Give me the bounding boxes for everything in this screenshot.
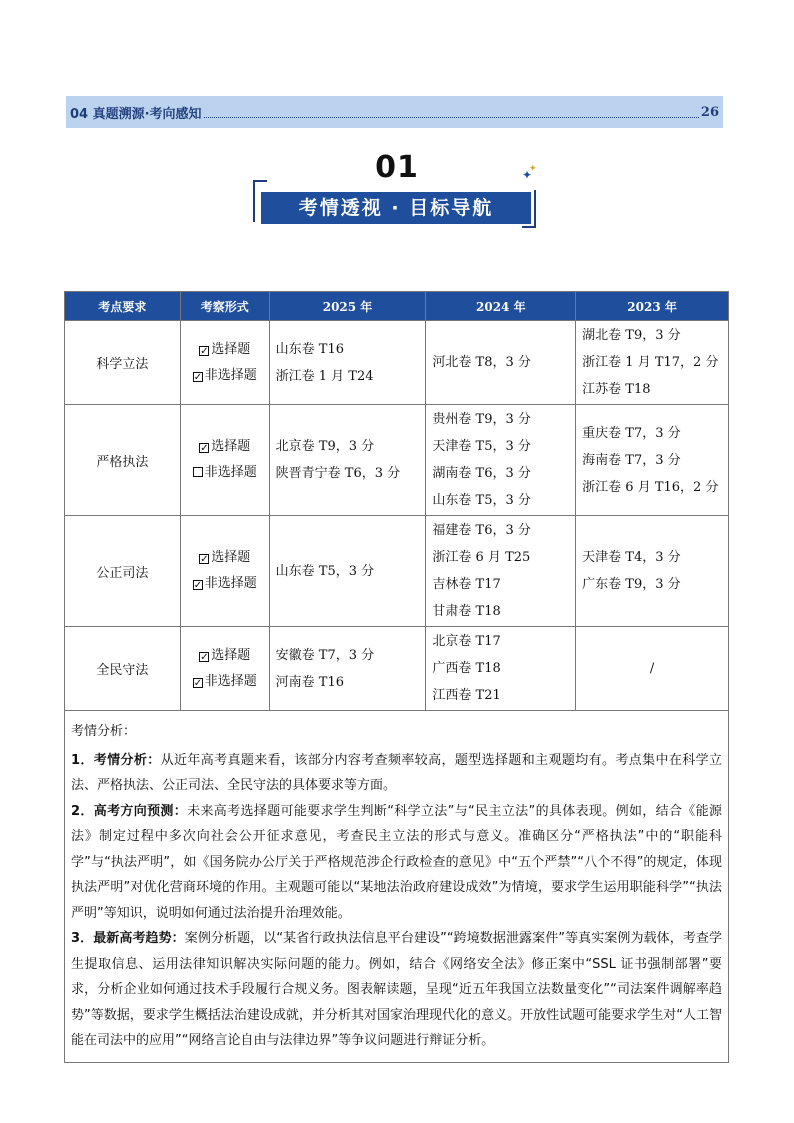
exam-entry: 河北卷 T8，3 分 bbox=[432, 355, 531, 370]
checkbox-checked-icon: ✓ bbox=[193, 677, 203, 689]
exam-entry: 天津卷 T4，3 分 bbox=[582, 550, 681, 565]
checkbox-checked-icon: ✓ bbox=[193, 371, 203, 383]
toc-leader-dots bbox=[204, 117, 699, 118]
exam-entry: 山东卷 T5，3 分 bbox=[275, 563, 375, 579]
analysis-item-text: 从近年高考真题来看，该部分内容考查频率较高，题型选择题和主观题均有。考点集中在科学立法、严格执法、公正司法、全民守法的具体要求等方面。 bbox=[71, 752, 722, 793]
header-form: 考察形式 bbox=[180, 292, 269, 321]
year-cell-2025 bbox=[269, 516, 426, 627]
exam-entry: 海南卷 T7，3 分 bbox=[582, 452, 681, 468]
toc-title: 04 真题溯源·考向感知 bbox=[70, 106, 202, 122]
exam-entry: 广东卷 T9，3 分 bbox=[582, 577, 681, 592]
checkbox-empty-icon bbox=[193, 467, 203, 477]
exam-entry: 广西卷 T18 bbox=[432, 661, 501, 676]
form-label: 选择题 bbox=[211, 550, 251, 565]
exam-entry: 浙江卷 1 月 T17，2 分 bbox=[582, 355, 719, 370]
analysis-row bbox=[65, 711, 729, 1063]
toc-page-number: 26 bbox=[700, 104, 719, 120]
exam-entry: 福建卷 T6，3 分 bbox=[432, 523, 531, 538]
form-cell bbox=[180, 405, 269, 516]
form-option bbox=[182, 460, 268, 486]
exam-entry: 甘肃卷 T18 bbox=[432, 604, 501, 619]
year-cell-2025 bbox=[269, 321, 426, 405]
checkbox-checked-icon: ✓ bbox=[200, 443, 209, 454]
header-2025: 2025 年 bbox=[269, 292, 426, 321]
year-cell-2024 bbox=[426, 627, 576, 711]
exam-entry: 浙江卷 6 月 T25 bbox=[432, 550, 531, 565]
exam-entry: 安徽卷 T7，3 分 bbox=[275, 647, 375, 663]
analysis-item bbox=[71, 748, 722, 799]
topic-cell: 严格执法 bbox=[65, 405, 181, 516]
form-option bbox=[182, 337, 268, 363]
exam-entry: 湖南卷 T6，3 分 bbox=[432, 466, 531, 481]
exam-entry: 山东卷 T5，3 分 bbox=[432, 493, 531, 508]
analysis-item-lead: 2．高考方向预测： bbox=[71, 803, 188, 819]
topic-cell: 全民守法 bbox=[65, 627, 181, 711]
topic-cell: 公正司法 bbox=[65, 516, 181, 627]
exam-entry: 江苏卷 T18 bbox=[582, 382, 651, 397]
analysis-heading: 考情分析： bbox=[71, 724, 137, 739]
sparkle-small-icon: ✦ bbox=[529, 164, 537, 174]
exam-entry: 河南卷 T16 bbox=[275, 674, 344, 690]
form-option bbox=[182, 669, 268, 695]
table-row bbox=[65, 627, 729, 711]
form-cell bbox=[180, 627, 269, 711]
year-cell-2023 bbox=[576, 321, 729, 405]
section-number: 01 bbox=[375, 150, 419, 185]
analysis-item-lead: 1．考情分析： bbox=[71, 752, 161, 768]
analysis-item-text: 未来高考选择题可能要求学生判断“科学立法”与“民主立法”的具体表现。例如，结合《能源法》制定过程中多次向社会公开征求意见，考查民主立法的形式与意义。准确区分“严格执法”中的“职能科学”与“执法严明”，如《国务院办公厅关于严格规范涉企行政检查的意见》中“五个严禁”“八个不得”的规定，体现执法严明”对优化营商环境的作用。主观题可能以“某地法治政府建设成效”为情境，要求学生运用职能科学”“执法严明”等知识，说明如何通过法治提升治理效能。 bbox=[71, 803, 722, 921]
exam-entry: 吉林卷 T17 bbox=[432, 577, 501, 592]
exam-entry: 北京卷 T17 bbox=[432, 634, 501, 649]
exam-entry: 天津卷 T5，3 分 bbox=[432, 439, 531, 454]
form-label: 非选择题 bbox=[204, 465, 257, 480]
checkbox-checked-icon: ✓ bbox=[200, 651, 209, 663]
form-label: 选择题 bbox=[211, 647, 251, 663]
form-option bbox=[182, 434, 268, 460]
analysis-item-lead: 3．最新高考趋势： bbox=[71, 931, 185, 946]
exam-entry: 山东卷 T16 bbox=[275, 341, 344, 357]
year-cell-2023 bbox=[576, 627, 729, 711]
exam-entry: 北京卷 T9，3 分 bbox=[275, 439, 375, 454]
table-row bbox=[65, 516, 729, 627]
form-label: 非选择题 bbox=[204, 576, 257, 591]
exam-table bbox=[64, 291, 729, 1063]
exam-entry: 浙江卷 6 月 T16，2 分 bbox=[582, 479, 719, 495]
analysis-item bbox=[71, 926, 722, 1054]
exam-entry: 陕晋青宁卷 T6，3 分 bbox=[275, 466, 401, 481]
checkbox-checked-icon: ✓ bbox=[200, 345, 209, 357]
form-label: 选择题 bbox=[211, 439, 251, 454]
year-cell-2024 bbox=[426, 321, 576, 405]
analysis-cell bbox=[65, 711, 729, 1063]
year-cell-2023 bbox=[576, 405, 729, 516]
analysis-item bbox=[71, 799, 722, 927]
year-cell-2024 bbox=[426, 516, 576, 627]
section-banner: 考情透视 · 目标导航 bbox=[261, 192, 531, 224]
exam-entry: / bbox=[649, 661, 655, 676]
exam-entry: 浙江卷 1 月 T24 bbox=[275, 368, 374, 384]
table-row bbox=[65, 405, 729, 516]
year-cell-2025 bbox=[269, 405, 426, 516]
year-cell-2024 bbox=[426, 405, 576, 516]
form-label: 非选择题 bbox=[204, 673, 257, 689]
checkbox-checked-icon: ✓ bbox=[193, 580, 203, 591]
table-header-row bbox=[65, 292, 729, 321]
sparkle-icon: ✦ bbox=[522, 168, 533, 182]
exam-entry: 湖北卷 T9，3 分 bbox=[582, 328, 681, 343]
form-label: 非选择题 bbox=[204, 367, 257, 383]
topic-cell: 科学立法 bbox=[65, 321, 181, 405]
header-topic: 考点要求 bbox=[65, 292, 181, 321]
form-option bbox=[182, 363, 268, 389]
exam-entry: 江西卷 T21 bbox=[432, 688, 501, 703]
form-label: 选择题 bbox=[211, 341, 251, 357]
analysis-item-text: 案例分析题，以“某省行政执法信息平台建设”“跨境数据泄露案件”等真实案例为载体，考查学生提取信息、运用法律知识解决实际问题的能力。例如，结合《网络安全法》修正案中“SSL 证书强制部署”要求，分析企业如何通过技术手段履行合规义务。图表解读题，呈现“近五年我国立法数量变化”“司法案件调解率趋势”等数据，要求学生概括法治建设成就，并分析其对国家治理现代化的意义。开放性试题可能要求学生对“人工智能在司法中的应用”“网络言论自由与法律边界”等争议问题进行辩证分析。 bbox=[71, 931, 722, 1048]
form-option bbox=[182, 571, 268, 597]
form-cell bbox=[180, 321, 269, 405]
form-option bbox=[182, 545, 268, 571]
header-2023: 2023 年 bbox=[576, 292, 729, 321]
header-2024: 2024 年 bbox=[426, 292, 576, 321]
form-cell bbox=[180, 516, 269, 627]
year-cell-2023 bbox=[576, 516, 729, 627]
exam-entry: 重庆卷 T7，3 分 bbox=[582, 425, 681, 441]
table-row bbox=[65, 321, 729, 405]
checkbox-checked-icon: ✓ bbox=[200, 554, 209, 565]
year-cell-2025 bbox=[269, 627, 426, 711]
form-option bbox=[182, 643, 268, 669]
toc-entry[interactable] bbox=[66, 96, 723, 128]
exam-entry: 贵州卷 T9，3 分 bbox=[432, 412, 531, 427]
